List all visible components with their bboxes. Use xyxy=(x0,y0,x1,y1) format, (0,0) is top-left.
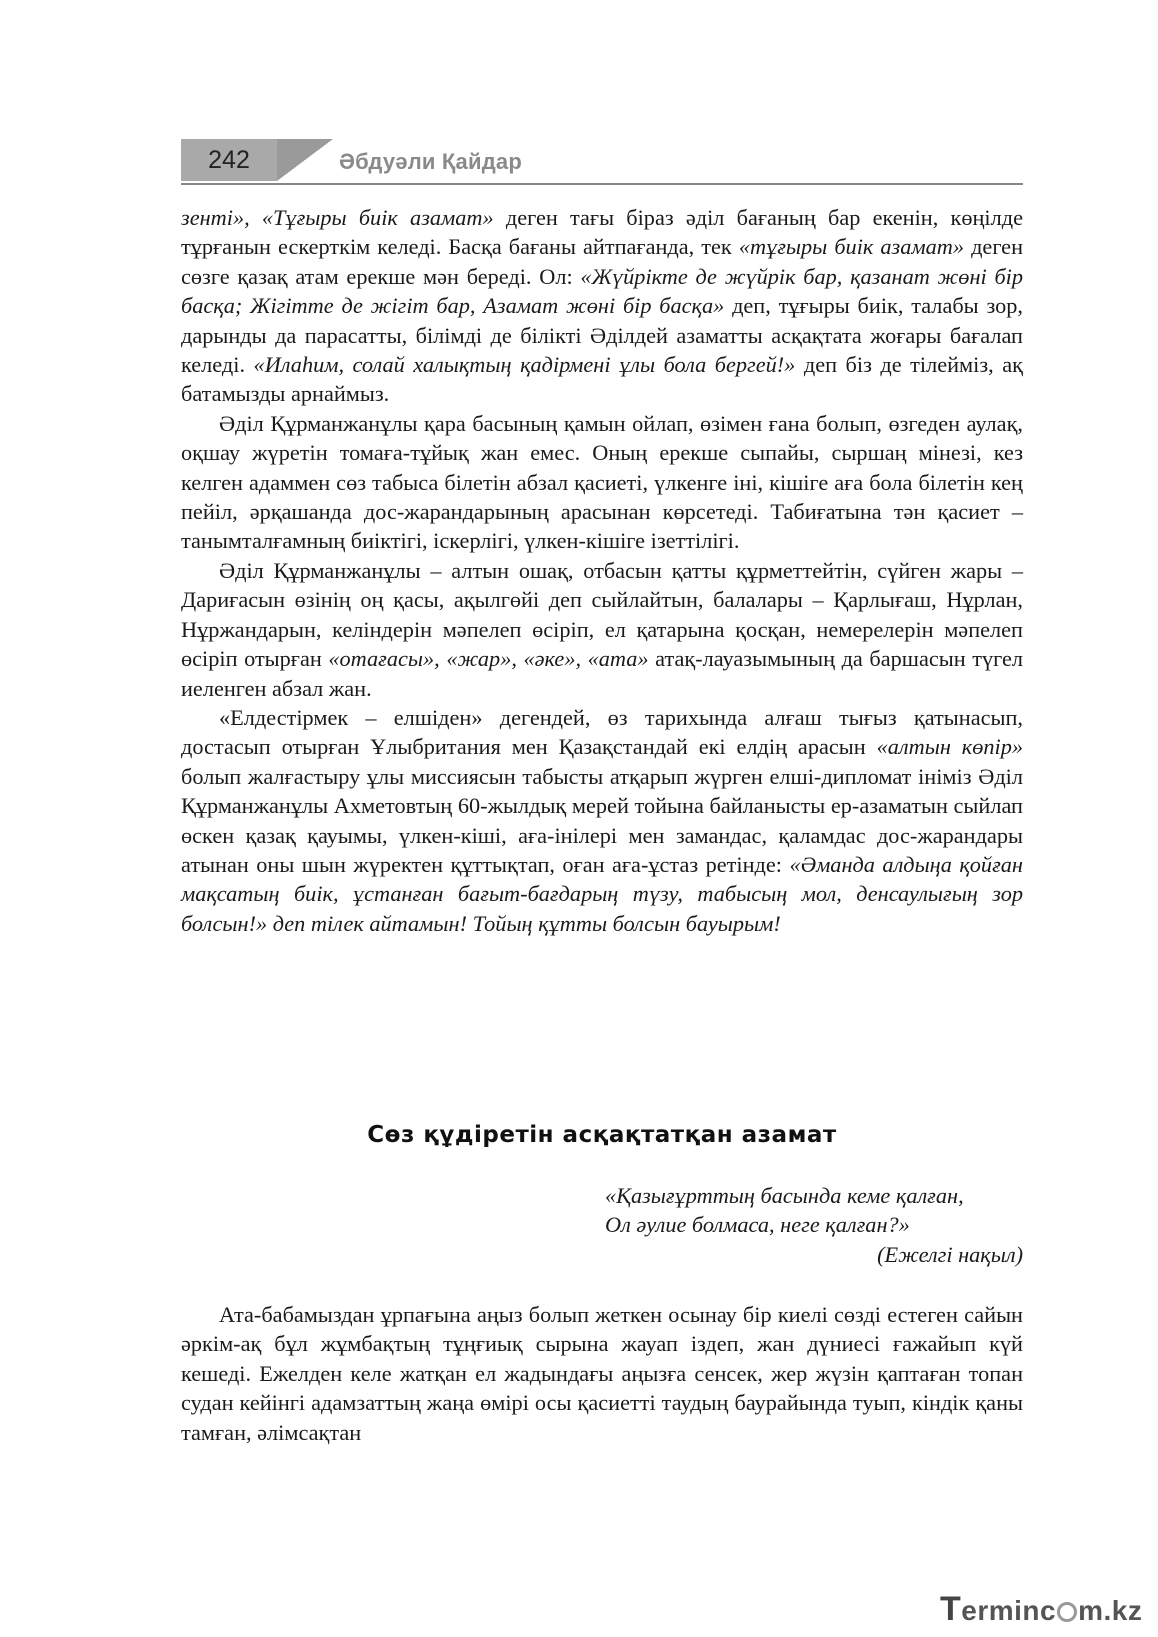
epigraph-line-2: Ол әулие болмаса, неге қалған?» xyxy=(605,1212,910,1238)
body-text-top xyxy=(181,203,1023,938)
text-run: «Елдестірмек – елшіден» дегендей, өз тарихында алғаш тығыз қатынасып, достасып отырған Ұлыбритания мен Қазақстандай екі елдің арасын xyxy=(181,704,1023,760)
epigraph xyxy=(605,1181,1023,1269)
text-run: Ата-бабамыздан ұрпағына аңыз болып жеткен осынау бір киелі сөзді естеген сайын әркім-ақ бұл жұмбақтың тұңғиық сырына жауап іздеп, жан дүниесі ғажайып күй кешеді. Ежелден келе жатқан ел жадындағы аңызға сенсек, жер жүзін қаптаған топан судан кейінгі адамзаттың жаңа өмірі осы қасиетті таудың баурайында туып, кіндік қаны тамған, әлімсақтан xyxy=(181,1302,1023,1445)
paragraph-4 xyxy=(181,703,1023,938)
site-watermark xyxy=(940,1590,1142,1629)
section-heading: Сөз құдіретін асқақтатқан азамат xyxy=(367,1122,837,1148)
text-run: болып жалғастыру ұлы миссиясын табысты атқарып жүрген елші-дипломат ініміз Әділ Құрманжанұлы Ахметовтың 60-жылдық мерей тойына байланысты ер-азаматын сыйлап өскен қазақ қауымы, үлкен-кіші, аға-інілері мен замандас, қаламдас дос-жарандары атынан оны шын жүректен құттықтап, оған аға-ұстаз ретінде: xyxy=(181,763,1023,877)
watermark-text-1: erminc xyxy=(961,1595,1057,1626)
italic-run: «Жүйрікте де жүйрік бар, қазанат жөні бір басқа; Жігітте де жігіт бар, Азамат жөні бір басқа» xyxy=(181,263,1023,319)
magnifier-icon xyxy=(1057,1602,1077,1622)
page-number: 242 xyxy=(181,139,277,181)
header-rule xyxy=(181,183,1023,185)
italic-run: «отағасы», «жар», «әке», «ата» xyxy=(328,646,649,672)
epigraph-source: (Ежелгі нақыл) xyxy=(877,1241,1023,1267)
epigraph-line-1: «Қазығұрттың басында кеме қалған, xyxy=(605,1183,964,1208)
italic-run: «Илаһим, солай халықтың қадірмені ұлы бола бергей!» xyxy=(253,352,796,378)
paragraph-3 xyxy=(181,556,1023,703)
italic-run: зенті», «Тұғыры биік азамат» xyxy=(181,205,494,230)
text-run: деген сөзге қазақ атам ерекше мән береді. Ол: xyxy=(181,234,1023,289)
body-text-bottom xyxy=(181,1300,1023,1447)
paragraph-1 xyxy=(181,203,1023,409)
text-run: деген тағы біраз әділ бағаның бар екенін, көңілде тұрғанын ескерткім келеді. Басқа бағаны айтпағанда, тек xyxy=(181,205,1023,260)
italic-run: «алтын көпір» xyxy=(876,734,1023,760)
paragraph-2 xyxy=(181,409,1023,556)
italic-run: «Әманда алдыңа қойған мақсатың биік, ұстанған бағыт-бағдарың түзу, табысың мол, денсаулығың зор болсын!» деп тілек айтамын! Тойың құтты болсын бауырым! xyxy=(181,851,1023,936)
text-run: деп біз де тілейміз, ақ батамызды арнаймыз. xyxy=(181,352,1023,407)
text-run: Әділ Құрманжанұлы қара басының қамын ойлап, өзімен ғана болып, өзгеден аулақ, оқшау жүретін томаға-тұйық жан емес. Оның ерекше сыпайы, сыршаң мінезі, кез келген адаммен сөз табыса білетін абзал қасиеті, үлкенге іні, кішіге аға бола білетін кең пейіл, әрқашанда дос-жарандарының арасынан көрсетеді. Табиғатына тән қасиет – танымталғамның биіктігі, іскерлігі, үлкен-кішіге ізеттілігі. xyxy=(181,410,1023,554)
italic-run: «тұғыры биік азамат» xyxy=(738,234,965,260)
header-triangle-decoration xyxy=(277,139,333,181)
text-run: атақ-лауазымының да баршасын түгел иеленген абзал жан. xyxy=(181,646,1023,701)
paragraph-5 xyxy=(181,1300,1023,1447)
text-run: Әділ Құрманжанұлы – алтын ошақ, отбасын қатты құрметтейтін, сүйген жары – Дариғасын өзінің оң қасы, ақылгөйі деп сыйлайтын, балалары – Қарлығаш, Нұрлан, Нұржандарын, келіндерін мәпелеп өсіріп, ел қатарына қосқан, немерелерін мәпелеп өсіріп отырған xyxy=(181,557,1023,672)
watermark-text-2: m.kz xyxy=(1078,1595,1143,1626)
running-title: Әбдуәли Қайдар xyxy=(339,149,522,174)
text-run: деп, тұғыры биік, талабы зор, дарынды да парасатты, білімді де білікті Әділдей азаматты асқақтата жоғары бағалап келеді. xyxy=(181,293,1023,378)
page-header xyxy=(181,139,1023,187)
watermark-letter-t: T xyxy=(940,1590,962,1628)
